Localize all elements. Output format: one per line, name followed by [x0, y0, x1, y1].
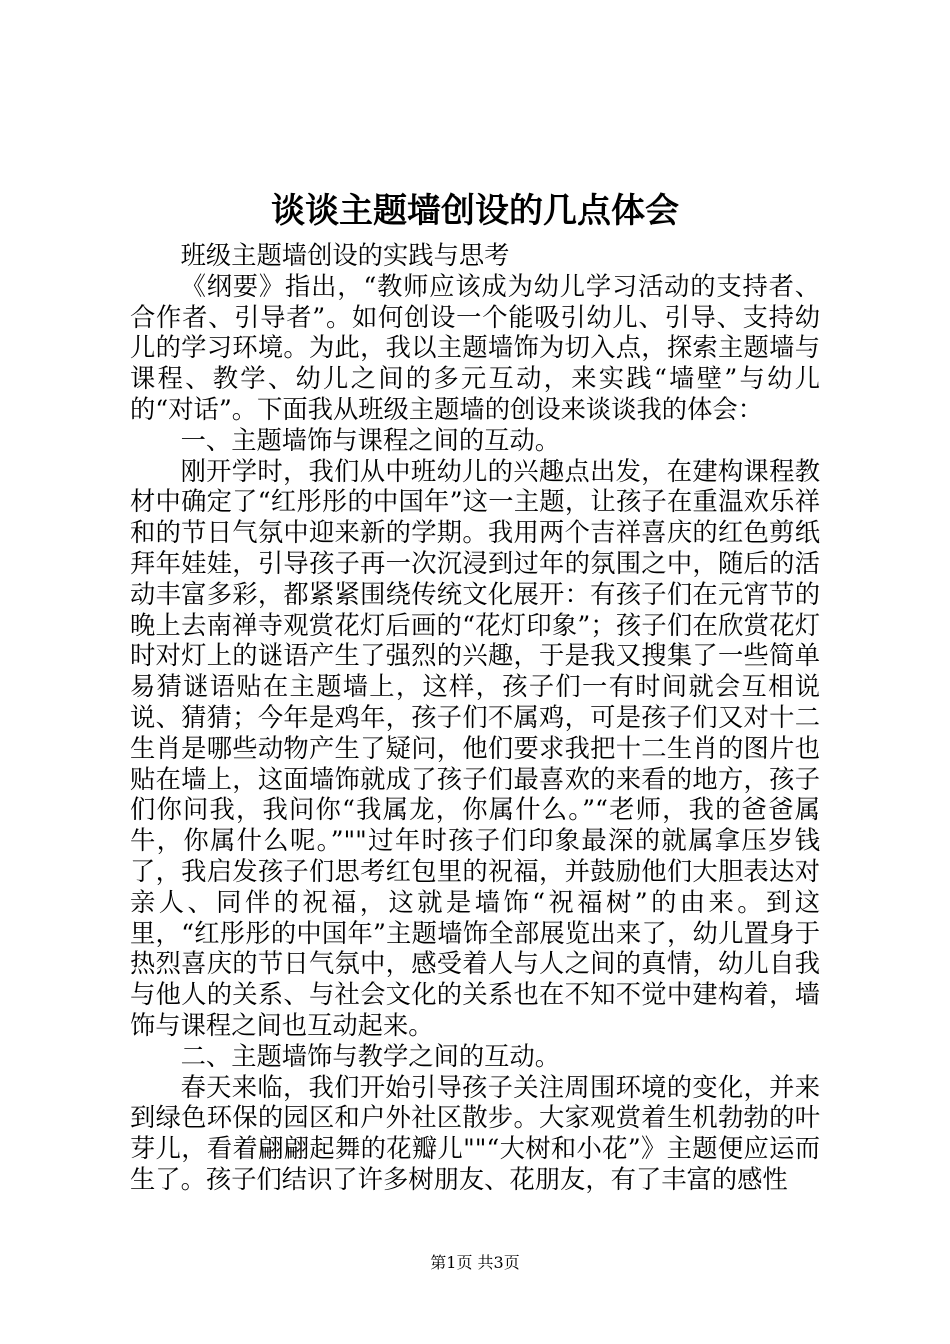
page-footer: 第1页 共3页	[430, 1253, 520, 1272]
section-heading-1: 一、主题墙饰与课程之间的互动。	[180, 425, 561, 455]
section-2-paragraph: 春天来临，我们开始引导孩子关注周围环境的变化，并来到绿色环保的园区和户外社区散步。大家观赏着生机勃勃的叶芽儿，看着翩翩起舞的花瓣儿""“大树和小花”》主题便应运而生了。孩子们结识了许多树朋友、花朋友，有了丰富的感性	[130, 1072, 820, 1194]
intro-paragraph: 《纲要》指出，“教师应该成为幼儿学习活动的支持者、合作者、引导者”。如何创设一个能吸引幼儿、引导、支持幼儿的学习环境。为此，我以主题墙饰为切入点，探索主题墙与课程、教学、幼儿之间的多元互动，来实践“墙壁”与幼儿的“对话”。下面我从班级主题墙的创设来谈谈我的体会：	[130, 271, 820, 424]
document-title: 谈谈主题墙创设的几点体会	[271, 191, 679, 231]
section-1-paragraph: 刚开学时，我们从中班幼儿的兴趣点出发，在建构课程教材中确定了“红彤彤的中国年”这一主题，让孩子在重温欢乐祥和的节日气氛中迎来新的学期。我用两个吉祥喜庆的红色剪纸拜年娃娃，引导孩子再一次沉浸到过年的氛围之中，随后的活动丰富多彩，都紧紧围绕传统文化展开：有孩子们在元宵节的晚上去南禅寺观赏花灯后画的“花灯印象”；孩子们在欣赏花灯时对灯上的谜语产生了强烈的兴趣，于是我又搜集了一些简单易猜谜语贴在主题墙上，这样，孩子们一有时间就会互相说说、猜猜；今年是鸡年，孩子们不属鸡，可是孩子们又对十二生肖是哪些动物产生了疑问，他们要求我把十二生肖的图片也贴在墙上，这面墙饰就成了孩子们最喜欢的来看的地方，孩子们你问我，我问你“我属龙，你属什么。”“老师，我的爸爸属牛，你属什么呢。”""过年时孩子们印象最深的就属拿压岁钱了，我启发孩子们思考红包里的祝福，并鼓励他们大胆表达对亲人、同伴的祝福，这就是墙饰“祝福树”的由来。到这里，“红彤彤的中国年”主题墙饰全部展览出来了，幼儿置身于热烈喜庆的节日气氛中，感受着人与人之间的真情，幼儿自我与他人的关系、与社会文化的关系也在不知不觉中建构着，墙饰与课程之间也互动起来。	[130, 456, 820, 1040]
section-heading-2: 二、主题墙饰与教学之间的互动。	[180, 1041, 561, 1071]
document-body	[130, 241, 820, 1196]
subtitle-paragraph: 班级主题墙创设的实践与思考	[180, 241, 510, 270]
